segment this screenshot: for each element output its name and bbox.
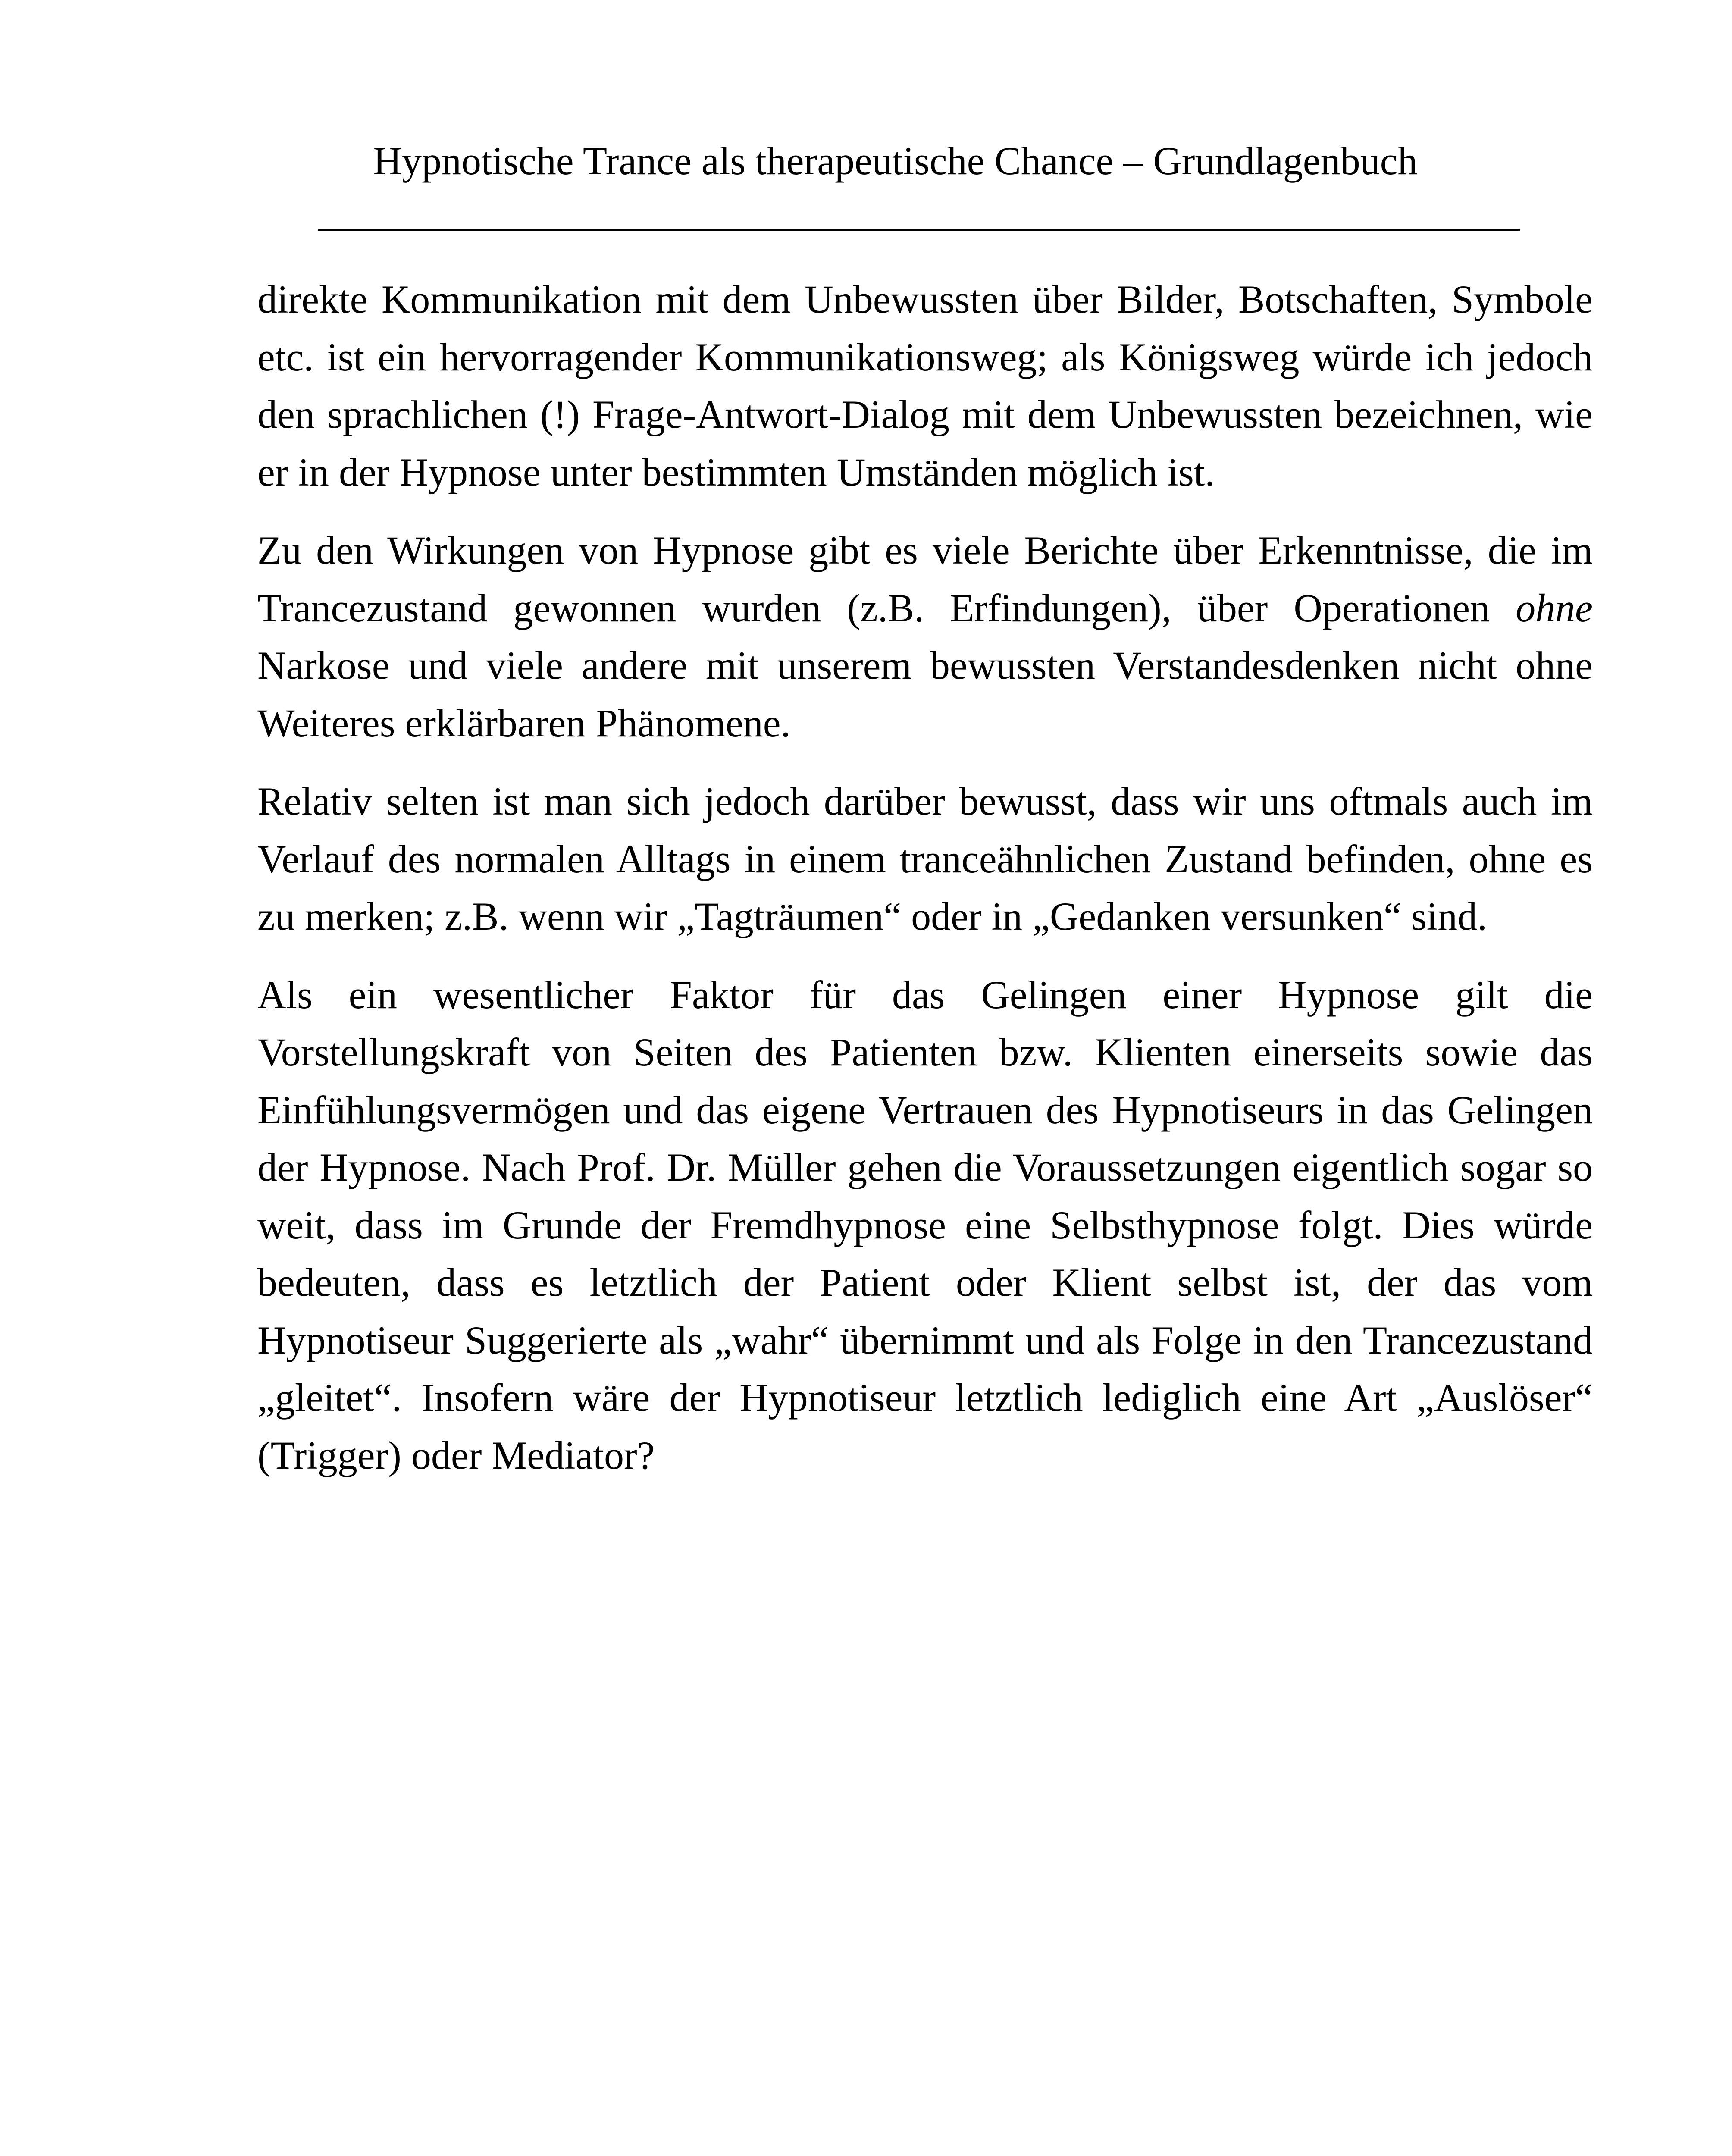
paragraph-3: Relativ selten ist man sich jedoch darüber bewusst, dass wir uns oftmals auch im Verlauf des normalen Alltags in einem tranceähnlichen Zustand befinden, ohne es zu merken; z.B. wenn wir „Tagträumen“ oder in „Gedanken versunken“ sind.	[257, 779, 1593, 938]
paragraph-2-emphasis: ohne	[1516, 586, 1593, 630]
paragraph-2-before: Zu den Wirkungen von Hypnose gibt es viele Berichte über Erkenntnisse, die im Trancezustand gewonnen wurden (z.B. Erfindungen), über Operationen	[257, 528, 1593, 630]
body-text	[257, 271, 1593, 1505]
running-header: Hypnotische Trance als therapeutische Chance – Grundlagenbuch	[373, 139, 1418, 183]
header-rule	[318, 229, 1520, 231]
paragraph-4: Als ein wesentlicher Faktor für das Gelingen einer Hypnose gilt die Vorstellungskraft von Seiten des Patienten bzw. Klienten einerseits sowie das Einfühlungsvermögen und das eigene Vertrauen des Hypnotiseurs in das Gelingen der Hypnose. Nach Prof. Dr. Müller gehen die Voraussetzungen eigentlich sogar so weit, dass im Grunde der Fremdhypnose eine Selbsthypnose folgt. Dies würde bedeuten, dass es letztlich der Patient oder Klient selbst ist, der das vom Hypnotiseur Suggerierte als „wahr“ übernimmt und als Folge in den Trancezustand „gleitet“. Insofern wäre der Hypnotiseur letztlich lediglich eine Art „Auslöser“ (Trigger) oder Mediator?	[257, 972, 1593, 1477]
paragraph-1: direkte Kommunikation mit dem Unbewussten über Bilder, Botschaften, Symbole etc. ist ein hervorragender Kommunikationsweg; als Königsweg würde ich jedoch den sprachlichen (!) Frage-Antwort-Dialog mit dem Unbewussten bezeichnen, wie er in der Hypnose unter bestimmten Umständen möglich ist.	[257, 277, 1593, 494]
paragraph-2	[257, 522, 1593, 752]
paragraph-2-after: Narkose und viele andere mit unserem bewussten Verstandesdenken nicht ohne Weiteres erklärbaren Phänomene.	[257, 643, 1593, 745]
